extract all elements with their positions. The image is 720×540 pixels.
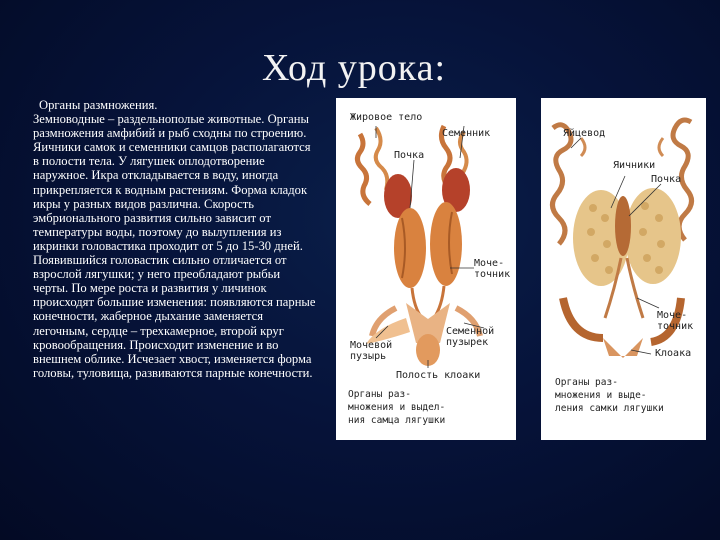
label-ureter-female: Моче- точник [657,310,694,332]
label-kidney: Почка [394,150,425,161]
lesson-paragraph: Земноводные – раздельнополые животные. Органы размножения амфибий и рыб сходны по строению. Яичники самок и семенники самцов располагаются в полости тела. У лягушек оплодотворение наружное. Икра откладывается в воду, иногда прикрепляется к водным растениям. Форма кладок икры у разных видов различна. Скорость эмбрионального развития сильно зависит от температуры воды, поэтому до вылупления из икринки головастика проходит от 5 до 15-30 дней. Появившийся головастик сильно отличается от взрослой лягушки; у него преобладают рыбьи черты. По мере роста и развития у личинок происходят большие изменения: появляются парные конечности, жаберное дыхание заменяется легочным, сердце – трехкамерное, второй круг кровообращения. Происходит изменение и во внешнем облике. Исчезает хвост, изменяется форма головы, туловища, развиваются парные конечности. [33,112,316,380]
male-caption: Органы раз- множения и выдел- ния самца лягушки [348,389,446,426]
label-testis: Семенник [442,128,491,139]
label-ovary: Яичники [613,160,656,171]
female-caption: Органы раз- множения и выде- ления самки лягушки [555,377,664,414]
lesson-lead: Органы размножения. [39,98,158,112]
label-oviduct: Яйцевод [563,128,606,139]
label-ureter: Моче- точник [474,258,511,280]
lesson-text [33,98,318,380]
label-cloaca: Клоака [655,348,692,359]
male-organs-figure [336,98,516,440]
label-cloaca-cavity: Полость клоаки [396,370,481,381]
female-organs-figure [541,98,706,440]
label-seminal-vesicle: Семенной пузырек [446,326,495,348]
label-fat-body: Жировое тело [350,112,423,123]
label-bladder: Мочевой пузырь [350,340,393,362]
slide-title: Ход урока: [262,47,447,89]
label-kidney-female: Почка [651,174,682,185]
